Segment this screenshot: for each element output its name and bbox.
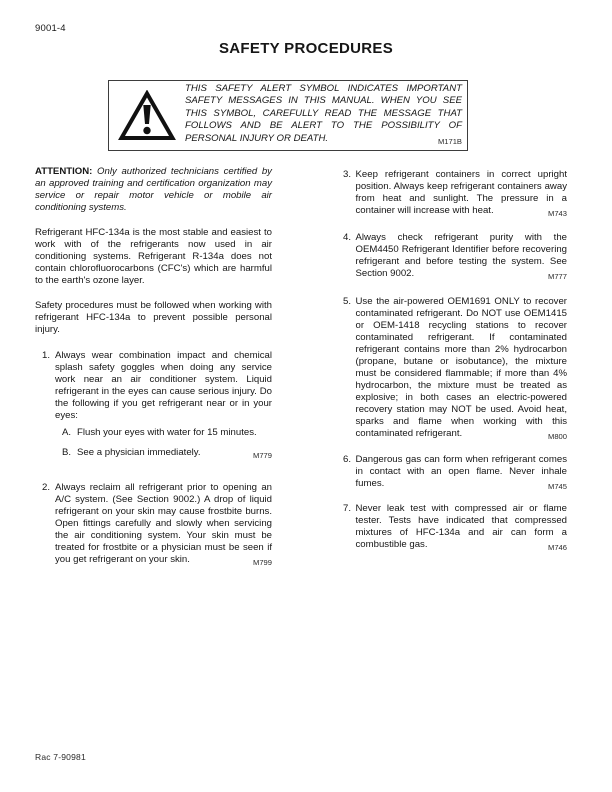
list-item-3 (343, 169, 567, 220)
item-body (356, 503, 568, 554)
list-item-4 (343, 232, 567, 283)
message-code: M745 (548, 482, 567, 491)
item-body (55, 482, 272, 569)
message-code: M171B (437, 136, 462, 146)
safety-alert-box (108, 80, 468, 151)
page-number: 9001-4 (35, 23, 66, 34)
item-number: 4. (343, 232, 352, 243)
item-number: 2. (42, 482, 51, 493)
attention-label: ATTENTION: (35, 166, 93, 177)
message-code: M779 (253, 451, 272, 460)
item-body (356, 296, 568, 443)
body-paragraph: Safety procedures must be followed when working with refrigerant HFC-134a to prevent possible personal injury. (35, 300, 272, 335)
message-code: M777 (548, 272, 567, 281)
list-item-6 (343, 454, 567, 493)
item-text: Never leak test with compressed air or flame tester. Tests have indicated that compressed mixtures of HFC-134a and air can form a combustible gas. (355, 503, 567, 550)
item-number: 7. (343, 503, 352, 514)
sub-item-text: Flush your eyes with water for 15 minutes. (77, 427, 257, 438)
attention-paragraph (35, 166, 272, 214)
list-item-1 (42, 350, 272, 470)
sub-item-letter: B. (62, 447, 72, 458)
sub-item-list (55, 427, 272, 462)
list-item-5 (343, 296, 567, 443)
two-column-body (35, 166, 567, 581)
message-code: M743 (548, 209, 567, 218)
message-code: M800 (548, 432, 567, 441)
sub-item-letter: A. (62, 427, 72, 438)
item-text: Dangerous gas can form when refrigerant comes in contact with an open flame. Never inhale fumes. (355, 454, 567, 489)
item-text: Keep refrigerant containers in correct upright position. Always keep refrigerant containers away from heat and sunlight. The pressure in a container will increase with heat. (355, 169, 567, 216)
safety-alert-triangle-icon (109, 90, 185, 142)
list-item-7 (343, 503, 567, 554)
item-number: 5. (343, 296, 352, 307)
item-number: 1. (42, 350, 51, 361)
message-code: M746 (548, 543, 567, 552)
left-column (35, 166, 272, 581)
item-number: 3. (343, 169, 352, 180)
item-text: Use the air-powered OEM1691 ONLY to recover contaminated refrigerant. Do NOT use OEM1415 or OEM-1418 recycling stations to recover contaminated refrigerant. If contaminated refrigerant contains more than 2% hydrocarbon (propane, butane or isobutance), the mixture must be considered flammable; if more than 4% hydrocarbon, the mixture must be treated as explosive; in both cases an electric-powered recovery station may NOT be used. Avoid heat, sparks and flame when working with this contaminated refrigerant. (355, 296, 567, 439)
item-body (356, 232, 568, 283)
safety-alert-text: THIS SAFETY ALERT SYMBOL INDICATES IMPORTANT SAFETY MESSAGES IN THIS MANUAL. WHEN YOU SEE THIS SYMBOL, CAREFULLY READ THE MESSAGE THAT FOLLOWS AND BE ALERT TO THE POSSIBILITY OF PERSONAL INJURY OR DEATH. (185, 82, 462, 144)
item-text: Always wear combination impact and chemical splash safety goggles when doing any service work near an air conditioner system. Liquid refrigerant in the eyes can cause serious injury. Do the following if you get refrigerant near or in your eyes: (55, 350, 272, 421)
item-body (356, 454, 568, 493)
item-body (55, 350, 272, 470)
attention-text: Only authorized technicians certified by an approved training and certification organization may service or repair motor vehicle or mobile air conditioning systems. (35, 166, 272, 213)
item-number: 6. (343, 454, 352, 465)
right-column (343, 166, 567, 581)
footer-publication-code: Rac 7-90981 (35, 752, 86, 762)
page-title: SAFETY PROCEDURES (218, 40, 394, 57)
sub-item-a (62, 427, 272, 439)
message-code: M799 (253, 558, 272, 567)
item-body (356, 169, 568, 220)
list-item-2 (42, 482, 272, 569)
item-text: Always check refrigerant purity with the OEM4450 Refrigerant Identifier before recovering refrigerant and before testing the system. See Section 9002. (355, 232, 567, 279)
body-paragraph: Refrigerant HFC-134a is the most stable and easiest to work with of the refrigerants now used in air conditioning systems. Refrigerant R-134a does not contain chlorofluorocarbons (CFC's) which are harmful to the earth's ozone layer. (35, 227, 272, 286)
sub-item-text: See a physician immediately. (77, 447, 201, 458)
sub-item-b (62, 447, 272, 462)
safety-alert-message (185, 80, 467, 151)
item-text: Always reclaim all refrigerant prior to opening an A/C system. (See Section 9002.) A drop of liquid refrigerant on your skin may cause frostbite burns. Open fittings carefully and slowly when servicing the air conditioning system. Your skin must be treated for frostbite or a physician must be seen if you get refrigerant on your skin. (55, 482, 272, 565)
